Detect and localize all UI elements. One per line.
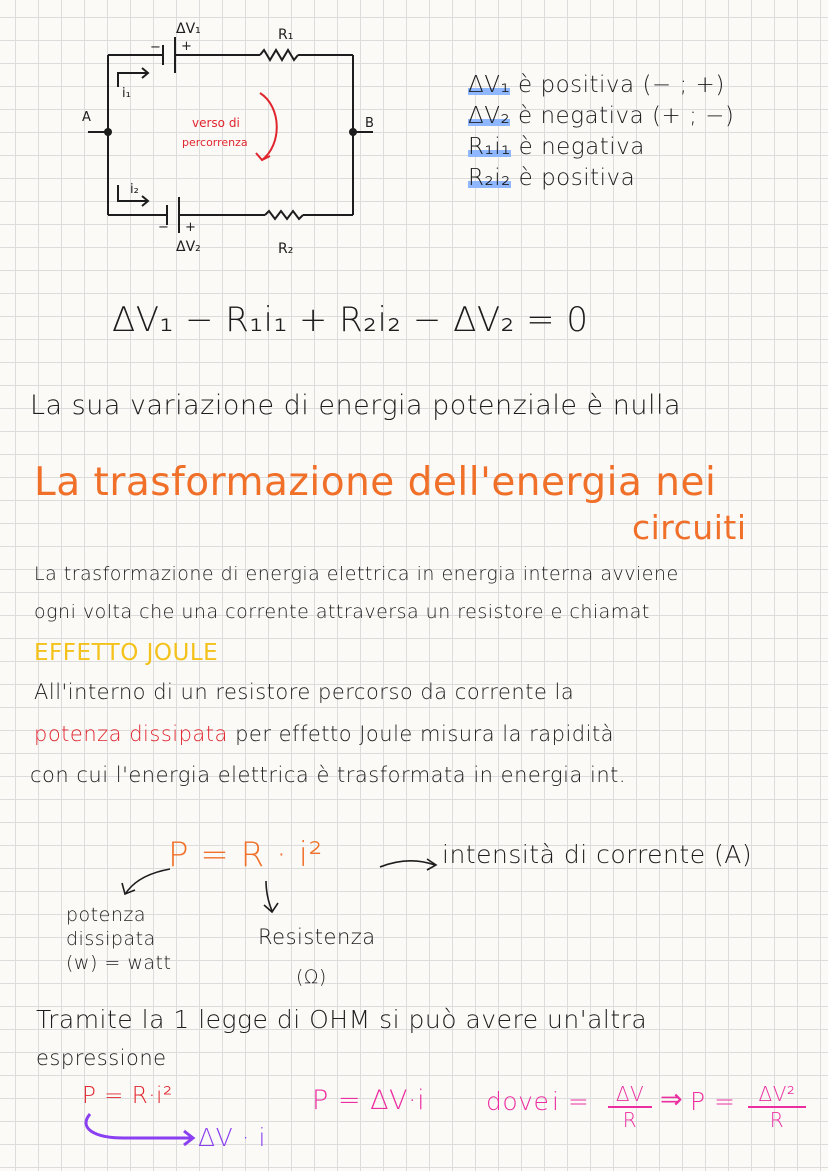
sign-text: è positiva	[510, 165, 636, 191]
sign-list	[468, 70, 734, 194]
verso-arrow	[256, 93, 277, 160]
sign-term: R₂i₂	[468, 165, 511, 191]
ohm-text-line-2: espressione	[36, 1046, 167, 1070]
i2-label: i₂	[130, 182, 139, 197]
r1-label: R₁	[278, 27, 294, 43]
fraction2-denominator: R	[748, 1106, 806, 1132]
potenza-label-line-2: dissipata	[66, 928, 156, 950]
arrow-to-potenza	[126, 869, 170, 893]
paragraph-2-line-2	[34, 722, 614, 746]
battery2-plus: +	[185, 220, 196, 235]
dv2-label: ΔV₂	[176, 239, 201, 255]
fraction-dv2-over-r	[748, 1082, 806, 1132]
fraction-numerator: ΔV	[615, 1082, 645, 1106]
sign-item	[468, 163, 734, 194]
node-a-label: A	[82, 110, 91, 125]
verso-label-2: percorrenza	[182, 136, 248, 149]
implies-arrow: ⇒	[660, 1084, 684, 1115]
ohm-text-line-1: Tramite la 1 legge di OHM si può avere un'altra	[36, 1005, 648, 1034]
battery1-plus: +	[181, 39, 192, 54]
statement-text: La sua variazione di energia potenziale è nulla	[30, 390, 682, 421]
battery1-minus: −	[150, 40, 161, 55]
resistor-r2	[265, 211, 303, 219]
p-equals: P =	[690, 1087, 736, 1116]
sign-item	[468, 101, 734, 132]
sign-term: ΔV₂	[468, 103, 511, 129]
paragraph-2-line-2-rest: per effetto Joule misura la rapidità	[227, 722, 615, 746]
sign-text: è positiva (− ; +)	[510, 72, 725, 98]
sign-text: è negativa	[510, 134, 645, 160]
potenza-dissipata-highlight: potenza dissipata	[34, 722, 228, 746]
power-voltage-formula: P = ΔV·i	[312, 1085, 426, 1116]
node-a-dot	[104, 128, 112, 136]
sign-item	[468, 70, 734, 101]
sign-term: ΔV₁	[468, 72, 511, 98]
fraction-denominator: R	[608, 1106, 652, 1132]
r2-label: R₂	[278, 241, 294, 257]
potenza-label	[66, 903, 171, 975]
fraction-dv-over-r	[608, 1082, 652, 1132]
substitution-arrow	[74, 1108, 204, 1148]
battery2-minus: −	[158, 220, 169, 235]
i-equals: i =	[552, 1087, 590, 1116]
potenza-label-line-1: potenza	[66, 904, 146, 926]
node-b-label: B	[365, 116, 374, 131]
verso-label-1: verso di	[192, 116, 240, 130]
dv1-label: ΔV₁	[176, 21, 201, 37]
paragraph-2-line-1: All'interno di un resistore percorso da corrente la	[34, 680, 575, 704]
resistenza-label: Resistenza	[258, 925, 376, 949]
current-arrow-i1	[118, 73, 148, 87]
substitution-result: ΔV · i	[198, 1123, 266, 1152]
bottom-left-formula: P = R·i²	[82, 1083, 173, 1109]
node-b-dot	[349, 128, 357, 136]
joule-formula: P = R · i²	[168, 835, 323, 875]
i1-label: i₁	[122, 86, 131, 101]
section-title-continued: circuiti	[632, 508, 747, 547]
kirchhoff-equation: ΔV₁ − R₁i₁ + R₂i₂ − ΔV₂ = 0	[112, 300, 589, 340]
intensity-label: intensità di corrente (A)	[442, 840, 753, 869]
sign-text: è negativa (+ ; −)	[510, 103, 735, 129]
arrow-to-intensity	[380, 861, 435, 867]
resistenza-unit: (Ω)	[296, 966, 327, 988]
fraction2-numerator: ΔV²	[758, 1082, 796, 1106]
paragraph-2-line-3: con cui l'energia elettrica è trasformata in energia int.	[30, 763, 627, 787]
paragraph-1-line-1: La trasformazione di energia elettrica in energia interna avviene	[34, 563, 679, 585]
paragraph-1-line-2: ogni volta che una corrente attraversa un resistore e chiamat	[34, 601, 650, 623]
dove-word: dove	[486, 1087, 550, 1116]
sign-item	[468, 132, 734, 163]
resistor-r1	[260, 50, 298, 60]
circuit-diagram	[70, 15, 400, 265]
potenza-label-line-3: (w) = watt	[66, 952, 172, 974]
sign-term: R₁i₁	[468, 134, 511, 160]
section-title: La trasformazione dell'energia nei	[34, 460, 717, 505]
effetto-joule-heading: EFFETTO JOULE	[34, 640, 219, 666]
